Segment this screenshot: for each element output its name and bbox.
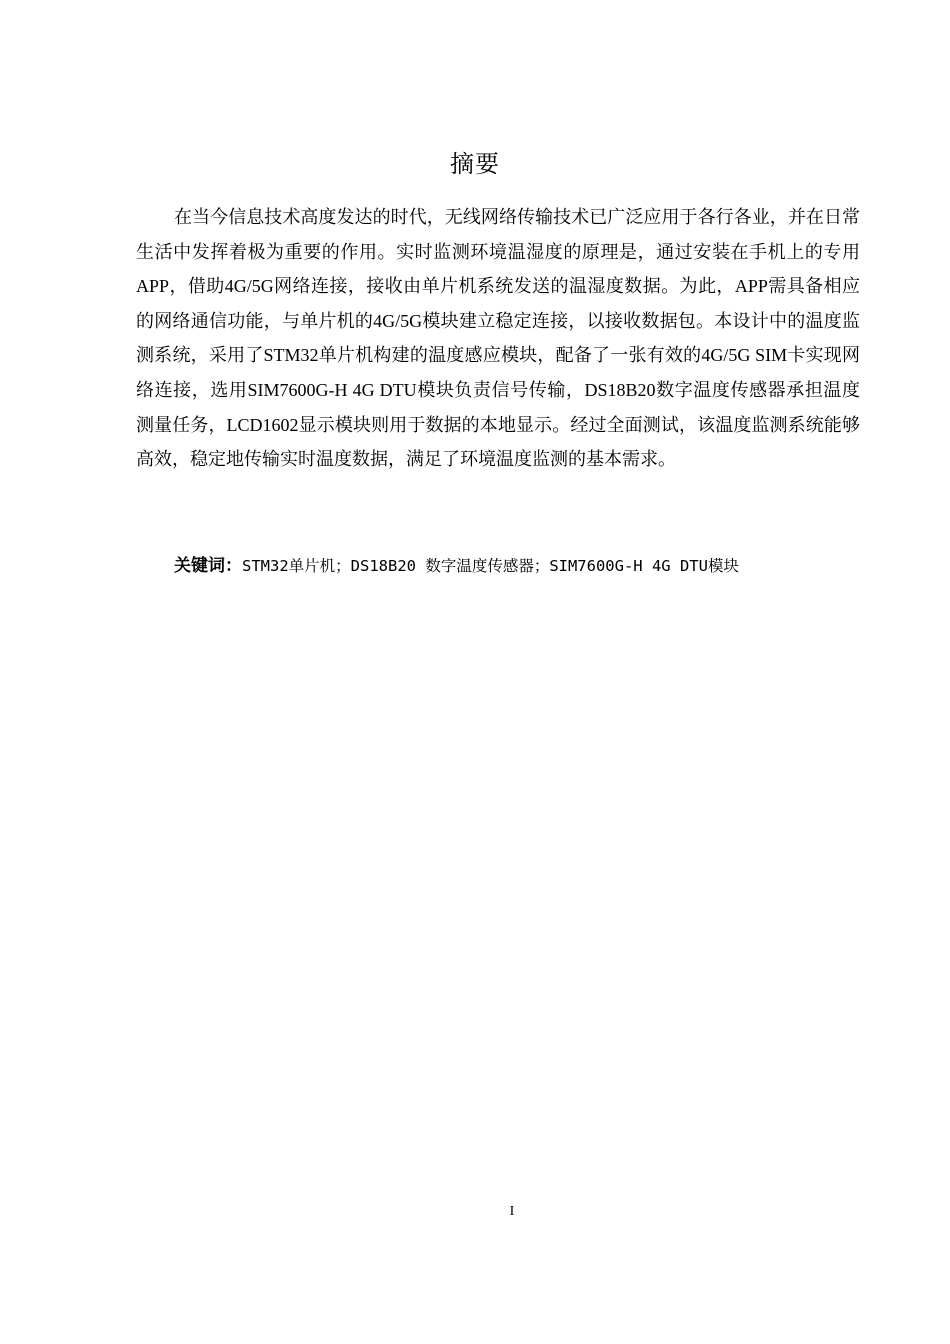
- keywords-line: [136, 549, 876, 583]
- page-number: I: [509, 1204, 515, 1219]
- keywords-label: 关键词：: [174, 556, 242, 576]
- keywords-value: STM32单片机；DS18B20 数字温度传感器；SIM7600G-H 4G DTU模块: [242, 557, 739, 575]
- abstract-paragraph: 在当今信息技术高度发达的时代，无线网络传输技术已广泛应用于各行各业，并在日常生活中发挥着极为重要的作用。实时监测环境温湿度的原理是，通过安装在手机上的专用APP，借助4G/5G网络连接，接收由单片机系统发送的温湿度数据。为此，APP需具备相应的网络通信功能，与单片机的4G/5G模块建立稳定连接，以接收数据包。本设计中的温度监测系统，采用了STM32单片机构建的温度感应模块，配备了一张有效的4G/5G SIM卡实现网络连接，选用SIM7600G-H 4G DTU模块负责信号传输，DS18B20数字温度传感器承担温度测量任务，LCD1602显示模块则用于数据的本地显示。经过全面测试，该温度监测系统能够高效，稳定地传输实时温度数据，满足了环境温度监测的基本需求。: [136, 207, 860, 470]
- abstract-title: 摘要: [450, 150, 500, 178]
